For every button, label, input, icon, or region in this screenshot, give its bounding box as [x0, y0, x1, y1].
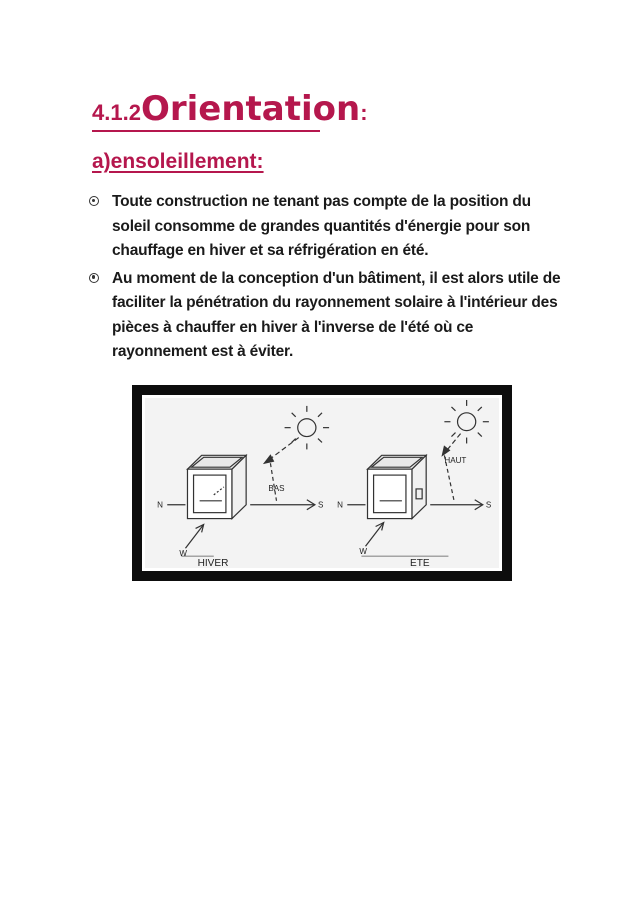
winter-sun — [298, 419, 316, 437]
circle-dot-icon — [89, 196, 99, 206]
sun-diagram — [145, 398, 499, 568]
winter-ray-arrow — [264, 455, 273, 463]
winter-w-line — [185, 525, 203, 549]
orientation-figure — [132, 385, 512, 581]
bullet-item — [82, 190, 572, 264]
summer-south-label: S — [485, 500, 492, 510]
summer-caption: ETE — [409, 558, 430, 568]
bullet-text: Toute construction ne tenant pas compte de la position du soleil consomme de grandes quantités d'énergie pour son chauffage en hiver et sa réfrigération en été. — [112, 193, 531, 259]
bullet-text: Au moment de la conception d'un bâtiment, il est alors utile de faciliter la pénétration du rayonnement solaire à l'intérieur des pièces à chauffer en hiver à l'inverse de l'été où ce rayonnement est à éviter. — [112, 269, 561, 360]
summer-diagram — [347, 400, 492, 556]
summer-w-line — [365, 523, 383, 547]
winter-sun-label: BAS — [268, 483, 285, 493]
winter-south-label: S — [317, 500, 324, 510]
bullet-item — [82, 267, 572, 365]
heading-underline — [92, 130, 320, 132]
section-heading — [92, 89, 368, 129]
section-title: Orientation — [140, 89, 361, 129]
circle-dot-icon — [89, 273, 99, 283]
winter-west-label: W — [179, 549, 188, 559]
winter-w-arrow — [196, 525, 204, 533]
summer-north-label: N — [337, 500, 344, 510]
summer-w-arrow — [376, 523, 384, 531]
winter-ray-drop — [270, 463, 276, 501]
winter-caption: HIVER — [197, 558, 229, 568]
summer-sun — [458, 413, 476, 431]
summer-sun-label: HAUT — [444, 456, 467, 466]
section-number: 4.1.2 — [92, 100, 141, 125]
winter-north-label: N — [157, 500, 163, 510]
summer-west-label: W — [359, 547, 368, 557]
section-colon: : — [360, 100, 368, 125]
bullet-list — [82, 190, 572, 368]
subsection-heading: a)ensoleillement: — [92, 150, 264, 173]
winter-diagram — [167, 406, 329, 559]
figure-frame — [140, 393, 504, 573]
